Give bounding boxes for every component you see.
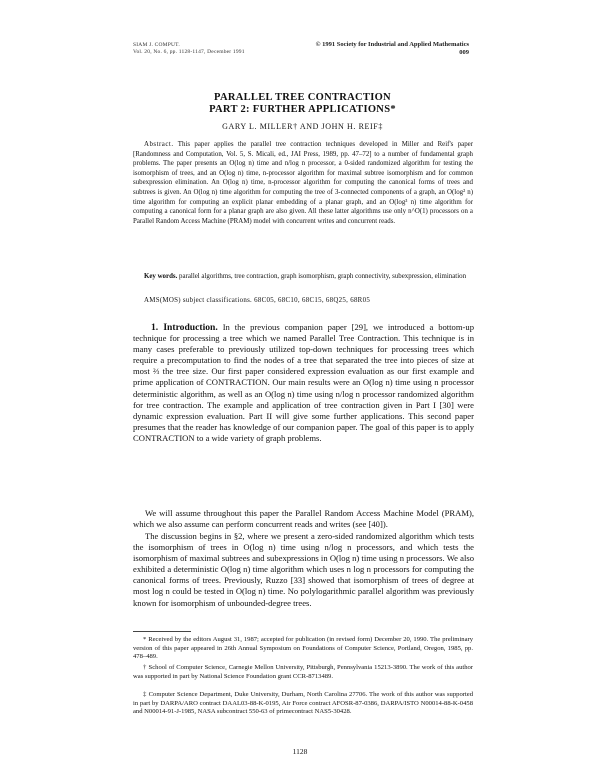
paper-title-line-1: PARALLEL TREE CONTRACTION xyxy=(214,92,391,103)
intro-paragraph-1-text: In the previous companion paper [29], we introduced a bottom-up technique for processing a tree which we named Parallel Tree Contraction. This technique is in many cases preferable to previously utilized top-down techniques for processing trees which require a precomputation to find the nodes of a tree that separated the tree into pieces of size at most ⅔ the tree size. Our first paper considered expression evaluation as our first example and prime application of CONTRACTION. Our main results were an O(log n) time using n processor deterministic algorithm, as well as an O(log n) time using n/log n processor randomized algorithm for tree contraction. The example and application of tree contraction given in Part I [30] were dynamic expression evaluation. Part II will give some further applications. This second paper presumes that the reader has knowledge of our companion paper. The goal of this paper is to apply CONTRACTION to a wide variety of graph problems. xyxy=(133,322,474,443)
abstract-label: Abstract. xyxy=(144,141,174,148)
footnote-reif: ‡ Computer Science Department, Duke University, Durham, North Carolina 27706. The work of this author was supported in part by DARPA/ARO contract DAAL03-88-K-0195, Air Force contract AFOSR-87-0386, DARPA/ISTO N00014-88-K-0458 and N00014-91-J-1985, NASA subcontract 550-63 of primecontract NAS5-30428. xyxy=(133,691,473,716)
journal-header xyxy=(133,42,245,56)
intro-paragraph-1 xyxy=(133,322,474,444)
page-number: 1128 xyxy=(292,747,308,756)
copyright-header xyxy=(316,41,469,57)
copyright-line: © 1991 Society for Industrial and Applied Mathematics xyxy=(315,41,469,48)
author-line: GARY L. MILLER† AND JOHN H. REIF‡ xyxy=(222,122,383,131)
abstract-text: This paper applies the parallel tree contraction techniques developed in Miller and Reif's paper [Randomness and Computation, Vol. 5, S. Micali, ed., JAI Press, 1989, pp. 47–72] to a number of fundamental graph problems. The paper presents an O(log n) time and n/log n processor, a 0-sided randomized algorithm for testing the isomorphism of trees, and an O(log n) time, n-processor algorithm for maximal subtree isomorphism and for common subexpression elimination. An O(log n) time, n-processor algorithm for computing the canonical forms of trees and subtrees is given. An O(log n) time algorithm for computing the tree of 3-connected components of a graph, an O(log² n) time algorithm for computing an explicit planar embedding of a planar graph, and an O(log³ n) time algorithm for computing a canonical form for a planar graph are also given. All these latter algorithms use only n^O(1) processors on a Parallel Random Access Machine (PRAM) model with concurrent writes and concurrent reads. xyxy=(133,141,473,225)
keywords-text: parallel algorithms, tree contraction, graph isomorphism, graph connectivity, subexpression, elimination xyxy=(179,273,467,280)
footnote-received: * Received by the editors August 31, 1987; accepted for publication (in revised form) December 20, 1990. The preliminary version of this paper appeared in 26th Annual Symposium on Foundations of Computer Science, Portland, Oregon, 1985, pp. 478–489. xyxy=(133,636,473,661)
section-heading: 1. Introduction. xyxy=(151,322,218,333)
ams-codes: 68C05, 68C10, 68C15, 68Q25, 68R05 xyxy=(254,297,371,304)
footnote-miller: † School of Computer Science, Carnegie Mellon University, Pittsburgh, Pennsylvania 15213-3890. The work of this author was supported in part by National Science Foundation grant CCR-8713489. xyxy=(133,664,473,680)
paper-title-line-2: PART 2: FURTHER APPLICATIONS* xyxy=(209,104,396,115)
keywords-label: Key words. xyxy=(144,273,178,280)
intro-paragraph-2: We will assume throughout this paper the Parallel Random Access Machine Model (PRAM), which we also assume can perform concurrent reads and writes (see [40]). xyxy=(133,508,474,530)
keywords xyxy=(133,272,473,282)
journal-name: SIAM J. COMPUT. xyxy=(133,42,180,48)
abstract xyxy=(133,140,473,226)
ams-classifications xyxy=(144,297,370,304)
journal-volume: Vol. 20, No. 6, pp. 1128-1147, December 1991 xyxy=(133,49,245,55)
intro-paragraph-3: The discussion begins in §2, where we present a zero-sided randomized algorithm which tests the isomorphism of trees in O(log n) time using n/log n processors, and which tests the isomorphism of maximal subtrees and subexpressions in O(log n) time using n processors. We also exhibited a deterministic O(log n) time algorithm which uses n log n processors for computing the canonical forms of trees. Previously, Ruzzo [33] showed that isomorphism of trees of degree at most log n could be tested in O(log n) time. No polylogarithmic parallel algorithm was previously known for isomorphism of unbounded-degree trees. xyxy=(133,531,474,608)
footnote-divider xyxy=(133,631,191,632)
article-number: 009 xyxy=(459,49,469,56)
ams-label: AMS(MOS) subject classifications. xyxy=(144,297,253,304)
